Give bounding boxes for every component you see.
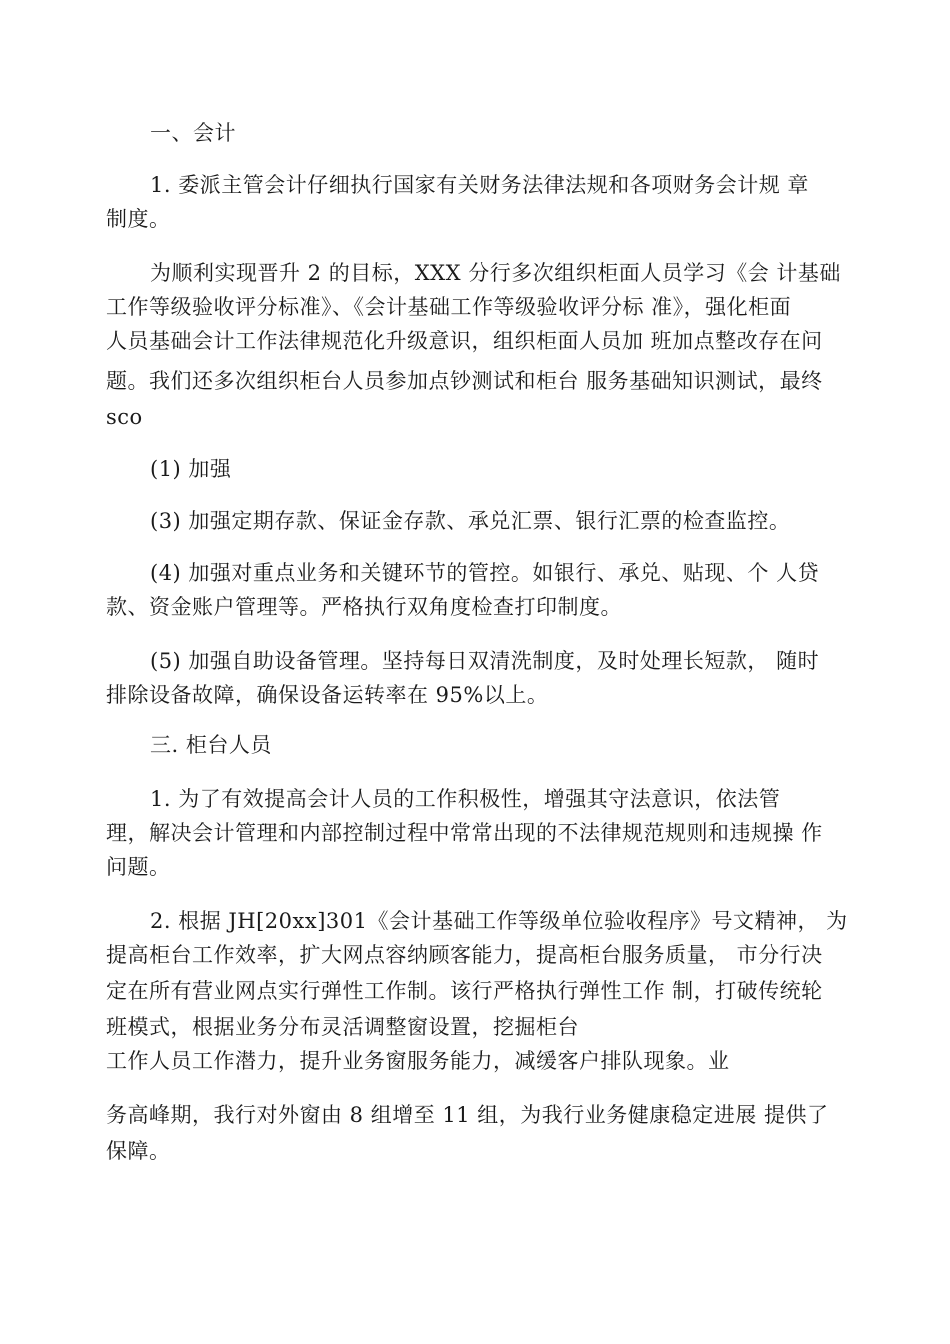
list-item-4: (4) 加强对重点业务和关键环节的管控。如银行、承兑、贴现、个 人贷 — [150, 561, 820, 585]
paragraph-line: 班模式，根据业务分布灵活调整窗设置，挖掘柜台 — [106, 1015, 579, 1039]
paragraph-line: 工作人员工作潜力，提升业务窗服务能力，减缓客户排队现象。业 — [106, 1049, 730, 1073]
section-heading-accounting: 一、会计 — [150, 121, 236, 145]
paragraph-line: 排除设备故障，确保设备运转率在 95%以上。 — [106, 683, 549, 707]
paragraph-line: 提高柜台工作效率，扩大网点容纳顾客能力，提高柜台服务质量， 市分行决 — [106, 943, 823, 967]
paragraph-line: 问题。 — [106, 855, 171, 879]
paragraph-line: 工作等级验收评分标准》、《会计基础工作等级验收评分标 准》，强化柜面 — [106, 295, 792, 319]
paragraph-line: 题。我们还多次组织柜台人员参加点钞测试和柜台 服务基础知识测试，最终 — [106, 369, 823, 393]
paragraph-line: 理，解决会计管理和内部控制过程中常常出现的不法律规范规则和违规操 作 — [106, 821, 823, 845]
paragraph-line: 1. 为了有效提高会计人员的工作积极性，增强其守法意识，依法管 — [150, 787, 781, 811]
paragraph-line: 2. 根据 JH[20xx]301《会计基础工作等级单位验收程序》号文精神， 为 — [150, 909, 848, 933]
list-item-5: (5) 加强自助设备管理。坚持每日双清洗制度，及时处理长短款， 随时 — [150, 649, 820, 673]
paragraph-line: 1. 委派主管会计仔细执行国家有关财务法律法规和各项财务会计规 章 — [150, 173, 809, 197]
list-item-3: (3) 加强定期存款、保证金存款、承兑汇票、银行汇票的检查监控。 — [150, 509, 791, 533]
paragraph-line: sco — [106, 405, 143, 429]
paragraph-line: 款、资金账户管理等。严格执行双角度检查打印制度。 — [106, 595, 622, 619]
section-heading-counter-staff: 三. 柜台人员 — [150, 733, 272, 757]
list-item-1: (1) 加强 — [150, 457, 232, 481]
paragraph-line: 人员基础会计工作法律规范化升级意识，组织柜面人员加 班加点整改存在问 — [106, 329, 823, 353]
paragraph-line: 保障。 — [106, 1139, 171, 1163]
paragraph-line: 务高峰期，我行对外窗由 8 组增至 11 组，为我行业务健康稳定进展 提供了 — [106, 1103, 829, 1127]
paragraph-line: 定在所有营业网点实行弹性工作制。该行严格执行弹性工作 制，打破传统轮 — [106, 979, 823, 1003]
paragraph-line: 制度。 — [106, 207, 171, 231]
paragraph-line: 为顺利实现晋升 2 的目标，XXX 分行多次组织柜面人员学习《会 计基础 — [150, 261, 841, 285]
